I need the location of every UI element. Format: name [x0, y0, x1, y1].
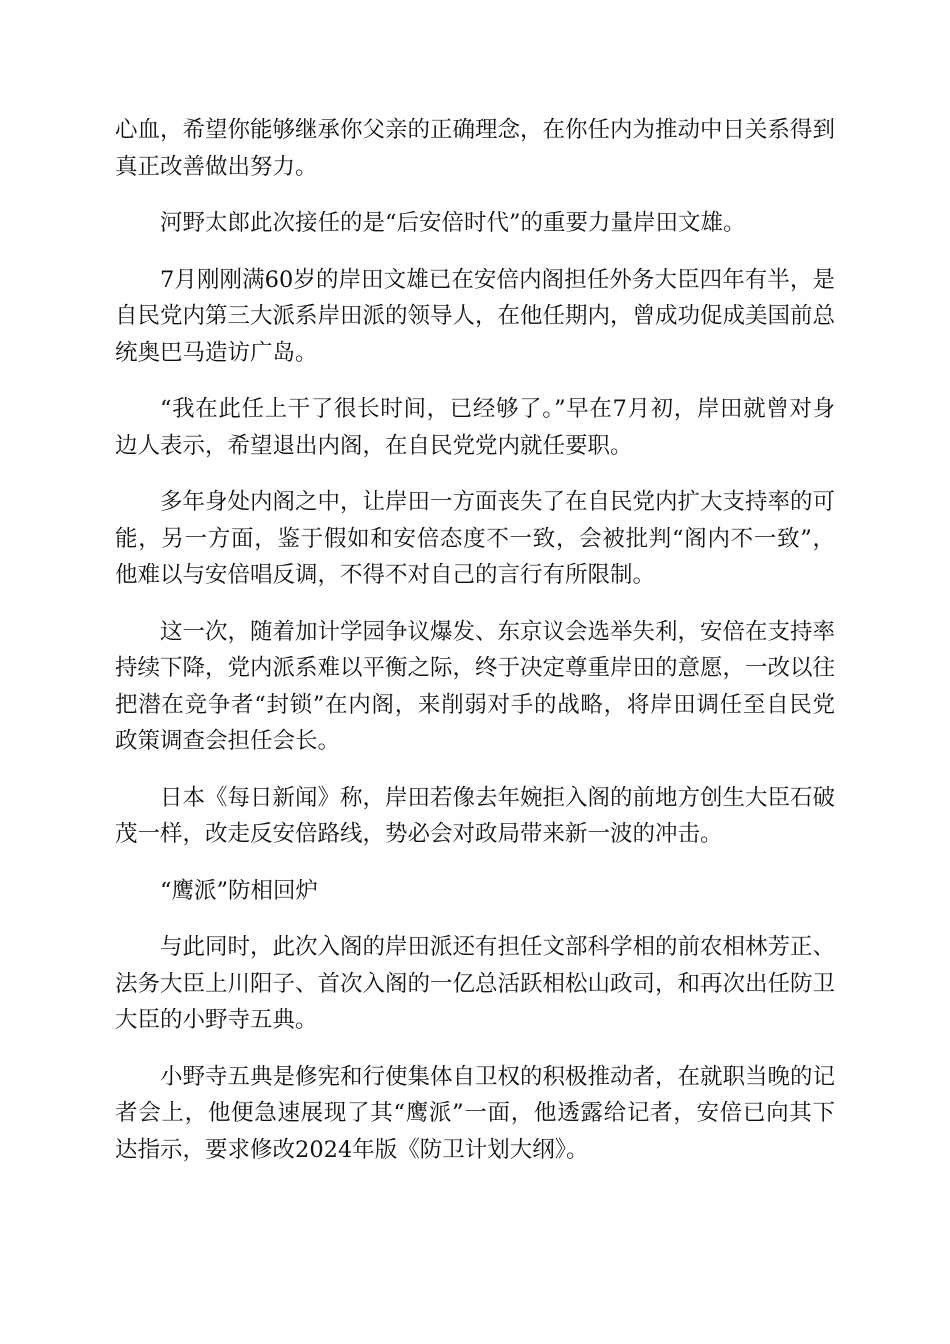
- paragraph: 小野寺五典是修宪和行使集体自卫权的积极推动者，在就职当晚的记者会上，他便急速展现了其“鹰派”一面，他透露给记者，安倍已向其下达指示，要求修改2024年版《防卫计划大纲》。: [115, 1063, 836, 1163]
- paragraph: 与此同时，此次入阁的岸田派还有担任文部科学相的前农相林芳正、法务大臣上川阳子、首次入阁的一亿总活跃相松山政司，和再次出任防卫大臣的小野寺五典。: [115, 934, 836, 1033]
- section-heading: “鹰派”防相回炉: [160, 877, 319, 904]
- paragraph: 河野太郎此次接任的是“后安倍时代”的重要力量岸田文雄。: [160, 210, 746, 236]
- paragraph-continuation: 心血，希望你能够继承你父亲的正确理念，在你任内为推动中日关系得到真正改善做出努力。: [115, 117, 836, 180]
- paragraph: 这一次，随着加计学园争议爆发、东京议会选举失利，安倍在支持率持续下降，党内派系难以平衡之际，终于决定尊重岸田的意愿，一改以往把潜在竞争者“封锁”在内阁，来削弱对手的战略，将岸田调任至自民党政策调查会担任会长。: [115, 618, 836, 754]
- paragraph: 日本《每日新闻》称，岸田若像去年婉拒入阁的前地方创生大臣石破茂一样，改走反安倍路线，势必会对政局带来新一波的冲击。: [115, 784, 836, 847]
- article-body: [115, 112, 835, 1188]
- paragraph: 7月刚刚满60岁的岸田文雄已在安倍内阁担任外务大臣四年有半，是自民党内第三大派系岸田派的领导人，在他任期内，曾成功促成美国前总统奥巴马造访广岛。: [115, 266, 836, 366]
- paragraph: 多年身处内阁之中，让岸田一方面丧失了在自民党内扩大支持率的可能，另一方面，鉴于假如和安倍态度不一致，会被批判“阁内不一致”，他难以与安倍唱反调，不得不对自己的言行有所限制。: [115, 489, 836, 588]
- paragraph: “我在此任上干了很长时间，已经够了。”早在7月初，岸田就曾对身边人表示，希望退出内阁，在自民党党内就任要职。: [115, 396, 835, 459]
